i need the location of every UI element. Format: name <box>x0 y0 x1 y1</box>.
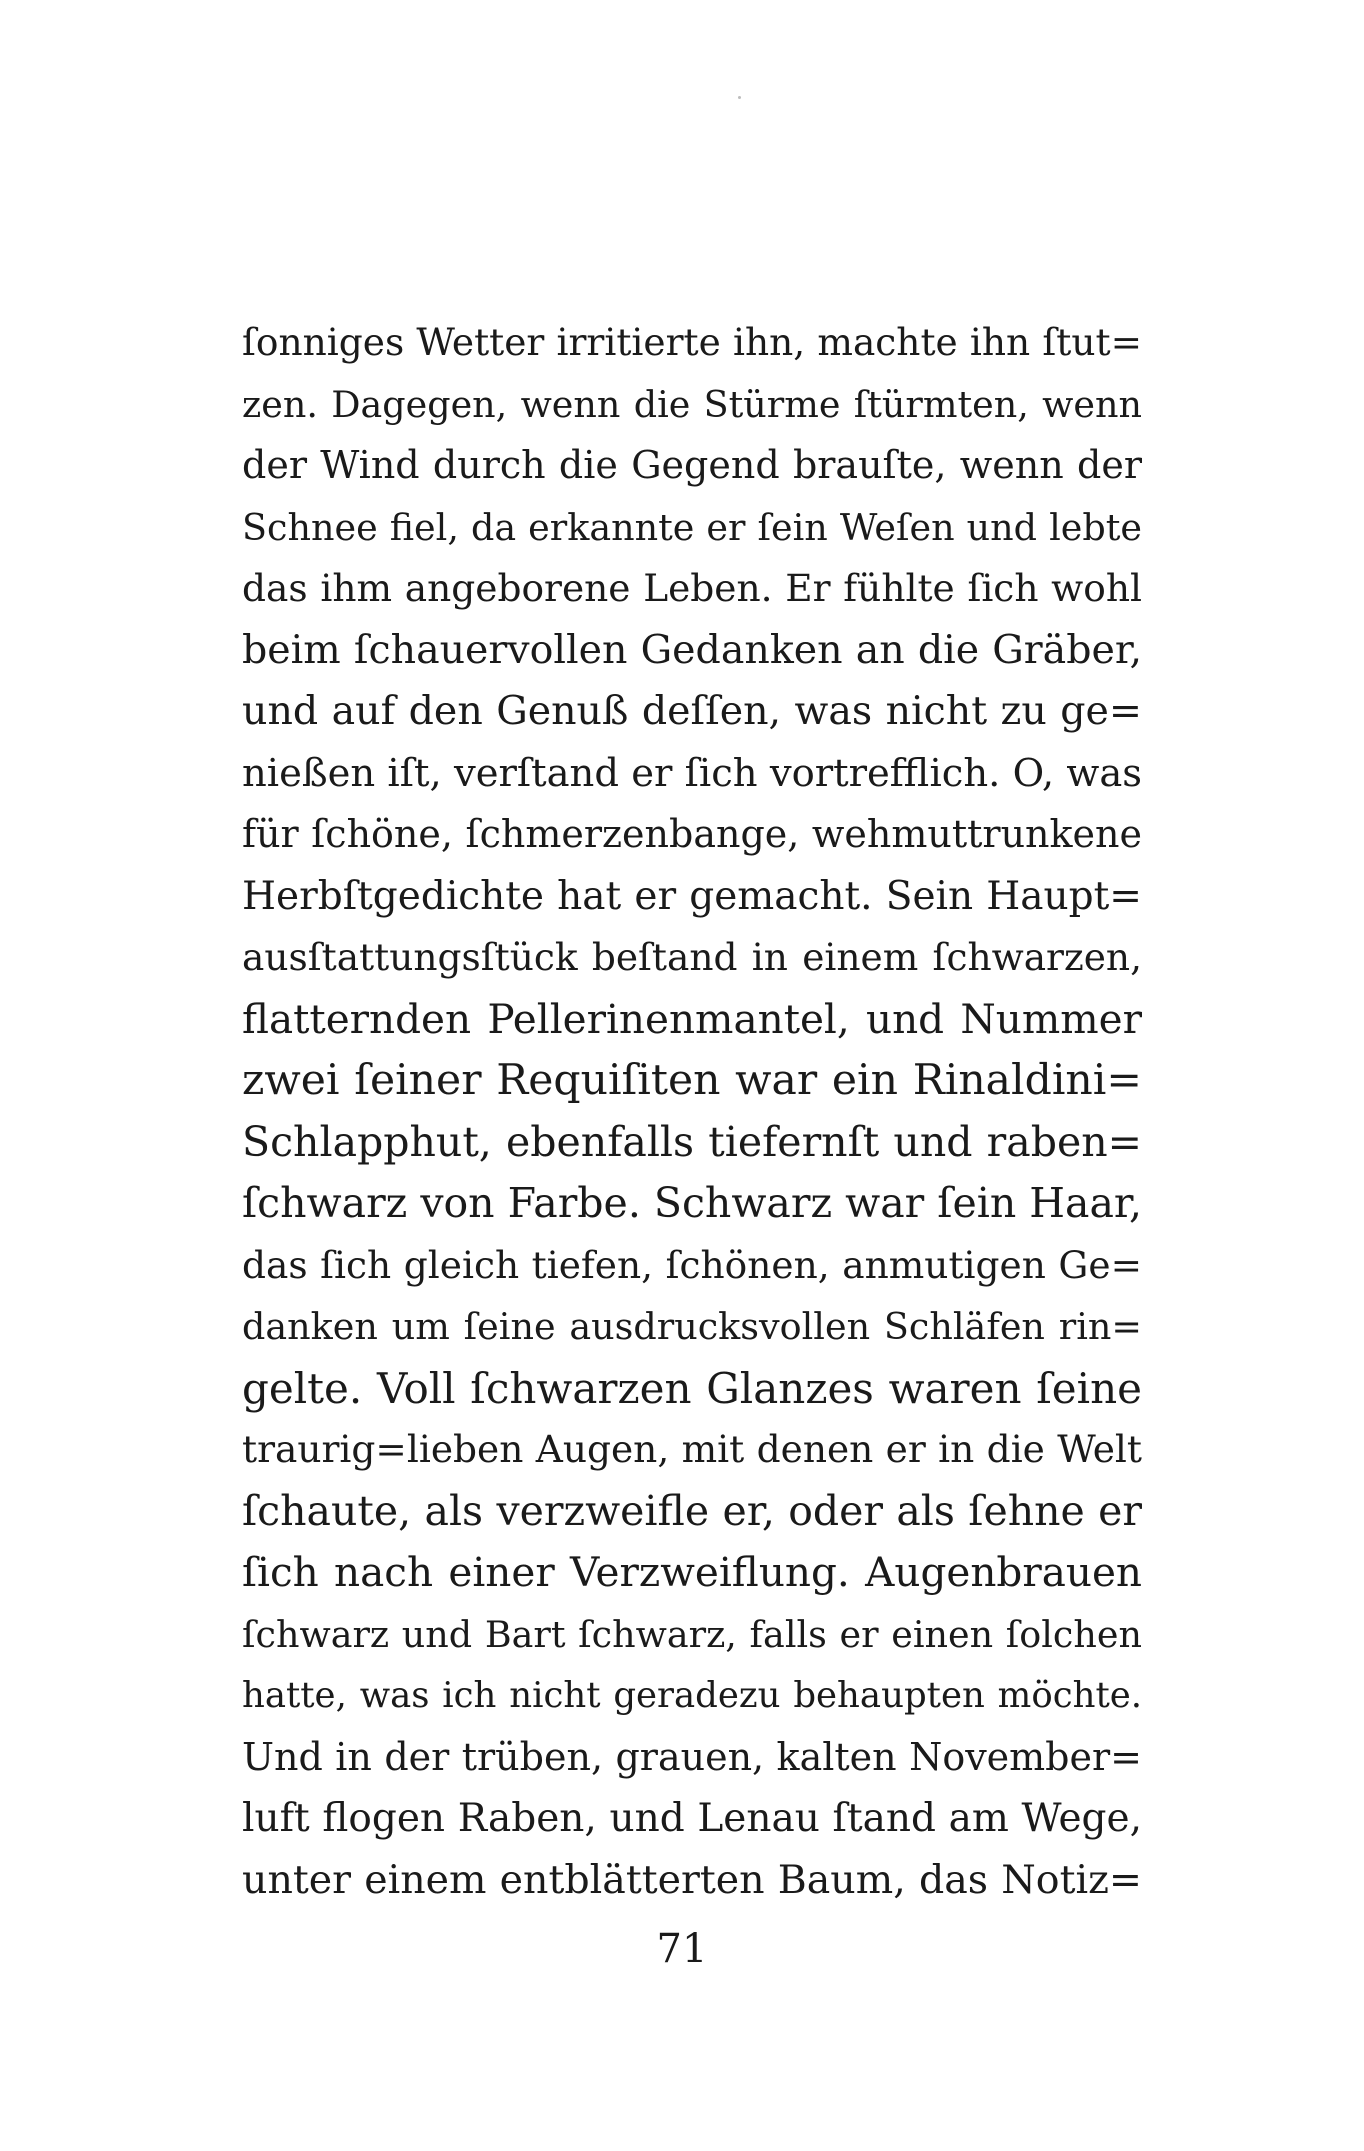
body-text <box>242 312 1142 1911</box>
text-line-18: gelte. Voll ſchwarzen Glanzes waren ſeine <box>242 1363 1142 1413</box>
text-line-16: das ſich gleich tiefen, ſchönen, anmutigen Ge= <box>242 1242 1142 1287</box>
text-line-10: Herbſtgedichte hat er gemacht. Sein Haupt= <box>242 873 1142 919</box>
text-line-12: flatternden Pellerinenmantel, und Nummer <box>242 994 1142 1043</box>
text-line-8: nießen iſt, verſtand er ſich vortrefflich. O, was <box>242 750 1142 796</box>
text-line-1: ſonniges Wetter irritierte ihn, machte ihn ſtut= <box>242 320 1142 364</box>
text-line-14: Schlapphut, ebenfalls tiefernſt und raben= <box>242 1117 1142 1166</box>
page-number: 71 <box>656 1926 708 1972</box>
text-line-2: zen. Dagegen, wenn die Stürme ſtürmten, wenn <box>242 382 1142 426</box>
text-line-19: traurig=lieben Augen, mit denen er in die Welt <box>242 1427 1142 1471</box>
text-line-24: Und in der trüben, grauen, kalten November= <box>242 1734 1142 1779</box>
text-line-26: unter einem entblätterten Baum, das Notiz= <box>242 1856 1142 1903</box>
text-line-9: für ſchöne, ſchmerzenbange, wehmuttrunkene <box>242 812 1142 856</box>
text-line-5: das ihm angeborene Leben. Er fühlte ſich wohl <box>242 566 1142 610</box>
text-line-15: ſchwarz von Farbe. Schwarz war ſein Haar, <box>242 1179 1142 1227</box>
text-line-25: luft flogen Raben, und Lenau ſtand am Wege, <box>242 1796 1142 1841</box>
text-line-6: beim ſchauervollen Gedanken an die Gräber, <box>242 626 1142 673</box>
text-line-3: der Wind durch die Gegend brauſte, wenn der <box>242 443 1142 487</box>
text-line-4: Schnee fiel, da erkannte er ſein Weſen und lebte <box>242 505 1142 549</box>
text-line-22: ſchwarz und Bart ſchwarz, falls er einen ſolchen <box>242 1612 1142 1656</box>
text-line-7: und auf den Genuß deſſen, was nicht zu ge= <box>242 688 1142 734</box>
paper-speck <box>738 96 741 99</box>
text-line-20: ſchaute, als verzweifle er, oder als ſehne er <box>242 1486 1142 1535</box>
text-line-23: hatte, was ich nicht geradezu behaupten möchte. <box>242 1675 1142 1716</box>
text-line-13: zwei ſeiner Requiſiten war ein Rinaldini= <box>242 1056 1142 1105</box>
text-line-17: danken um ſeine ausdrucksvollen Schläfen rin= <box>242 1305 1142 1348</box>
text-line-21: ſich nach einer Verzweiflung. Augenbrauen <box>242 1548 1142 1596</box>
text-line-11: ausſtattungsſtück beſtand in einem ſchwarzen, <box>242 935 1142 979</box>
